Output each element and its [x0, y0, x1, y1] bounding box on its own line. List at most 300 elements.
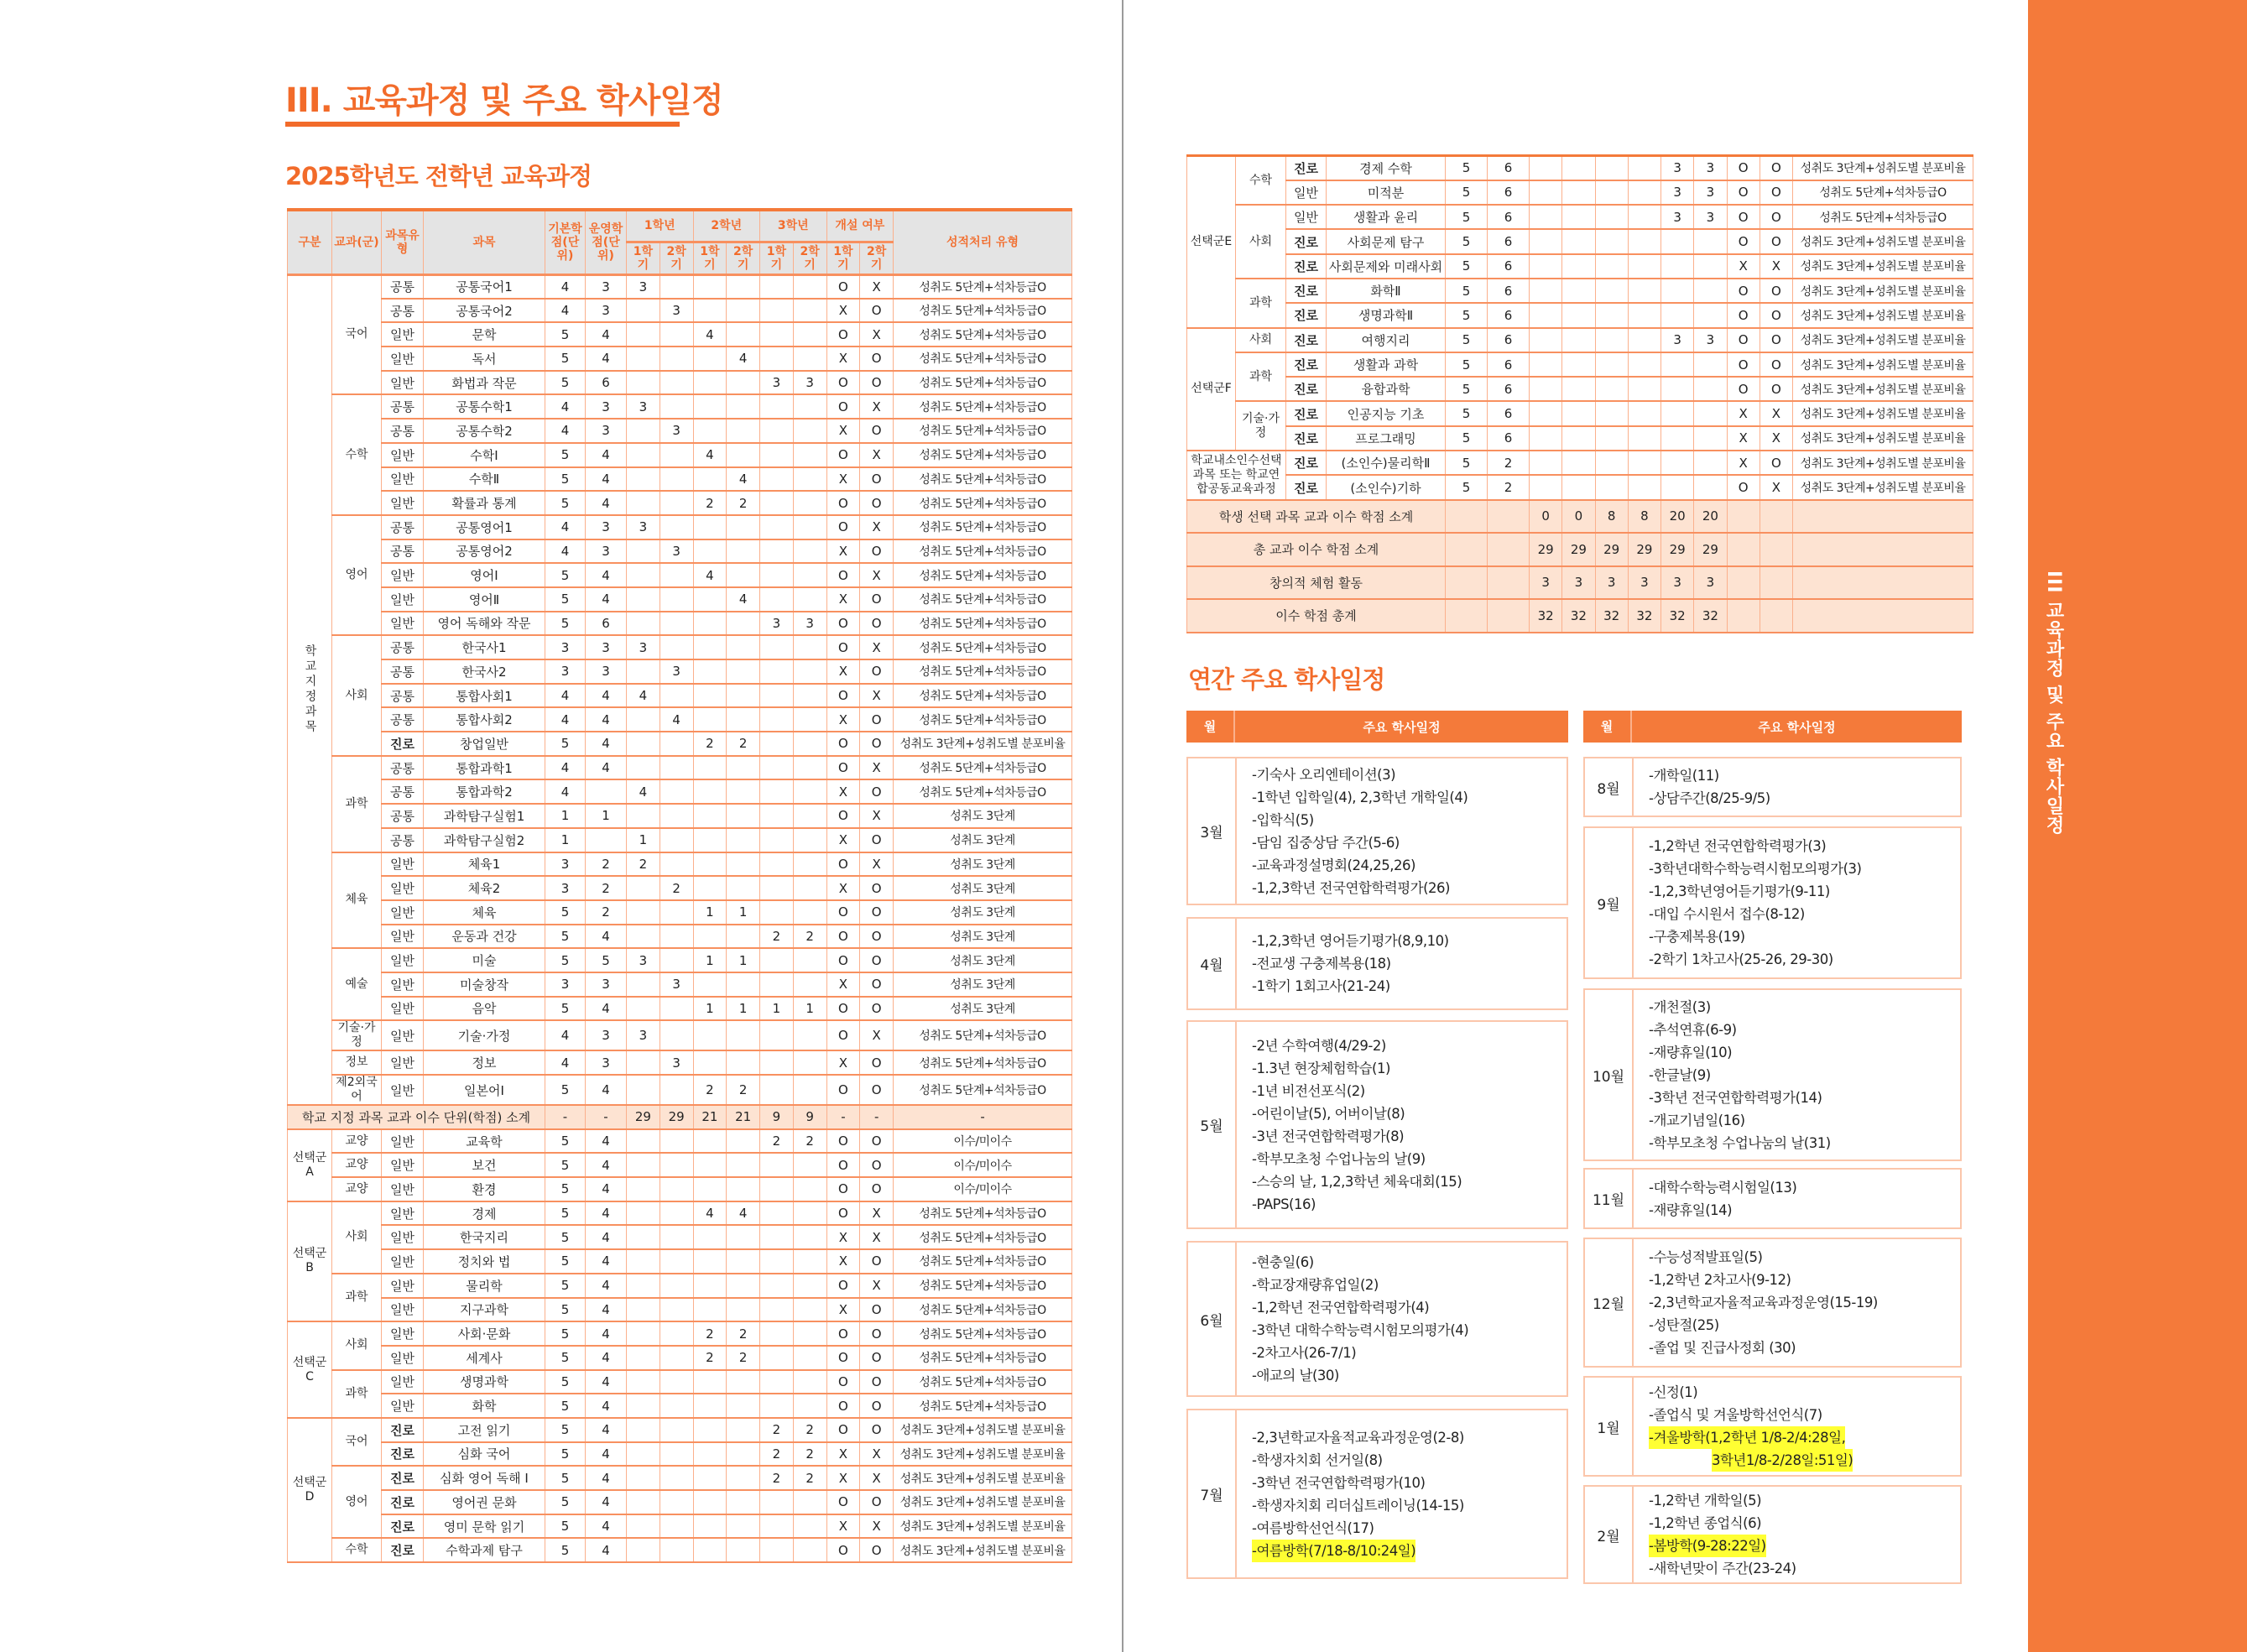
y3s2-cell	[793, 804, 826, 828]
event-item: -1학년 입학일(4), 2,3학년 개학일(4)	[1252, 789, 1468, 805]
type-cell: 공통	[382, 804, 424, 828]
grading-cell: 이수/미이수	[894, 1177, 1072, 1201]
header-month: 월	[1186, 711, 1235, 743]
type-cell: 진로	[1286, 475, 1327, 499]
y2s2-cell	[727, 1514, 760, 1539]
base-credits-cell: 4	[545, 274, 586, 299]
course-cell: 영어권 문화	[424, 1490, 545, 1514]
open-s1-cell: O	[1727, 279, 1760, 303]
open-s2-cell: O	[1760, 352, 1792, 377]
summary-value: 3	[1595, 566, 1628, 600]
op-credits-cell: 4	[586, 732, 627, 756]
y2s2-cell	[727, 707, 760, 732]
open-s1-cell: X	[826, 876, 860, 900]
op-credits-cell: 3	[586, 1050, 627, 1075]
table-row	[288, 1466, 1072, 1490]
summary-value: -	[586, 1105, 627, 1129]
y1s1-cell	[1530, 279, 1562, 303]
open-s2-cell: O	[860, 1394, 894, 1418]
op-credits-cell: 4	[586, 1490, 627, 1514]
y3s2-cell	[793, 491, 826, 515]
grading-cell: 성취도 5단계+석차등급O	[894, 1075, 1072, 1105]
type-cell: 일반	[382, 925, 424, 949]
y2s1-cell	[1595, 377, 1628, 401]
summary-value: -	[894, 1105, 1072, 1129]
y2s2-cell	[727, 1225, 760, 1249]
base-credits-cell: 5	[545, 443, 586, 467]
open-s2-cell: X	[860, 804, 894, 828]
y2s2-cell	[727, 804, 760, 828]
y2s1-cell	[1595, 303, 1628, 327]
open-s1-cell: O	[826, 997, 860, 1021]
header-year2: 2학년	[693, 210, 760, 242]
y1s1-cell	[627, 612, 660, 636]
open-s1-cell: O	[826, 1075, 860, 1105]
table-row	[288, 756, 1072, 780]
event-list	[1634, 990, 1960, 1160]
type-cell: 진로	[1286, 451, 1327, 475]
y1s2-cell	[1562, 180, 1595, 205]
type-cell: 일반	[382, 467, 424, 492]
group-cell: 선택군C	[288, 1321, 332, 1418]
op-credits-cell: 4	[586, 1346, 627, 1370]
type-cell: 진로	[382, 1538, 424, 1562]
open-s1-cell: X	[826, 828, 860, 852]
open-s2-cell: X	[860, 1274, 894, 1298]
grading-cell: 성취도 5단계+석차등급O	[894, 347, 1072, 371]
y3s2-cell	[793, 756, 826, 780]
summary-value: 9	[793, 1105, 826, 1129]
course-cell: 사회문제 탐구	[1327, 229, 1446, 253]
summary-value: 3	[1628, 566, 1660, 600]
base-credits-cell: 5	[545, 563, 586, 587]
header-events: 주요 학사일정	[1758, 719, 1836, 735]
month-label: 10월	[1585, 990, 1634, 1160]
table-row	[288, 707, 1072, 732]
month-label: 3월	[1188, 758, 1237, 904]
table-row	[288, 1274, 1072, 1298]
table-row	[288, 1321, 1072, 1346]
base-credits-cell: 5	[545, 1249, 586, 1274]
y2s1-cell	[693, 876, 727, 900]
op-credits-cell: 4	[586, 1201, 627, 1226]
open-s1-cell: X	[826, 419, 860, 443]
y1s2-cell	[1562, 401, 1595, 425]
event-list	[1634, 1487, 1960, 1582]
y1s2-cell	[660, 1153, 693, 1177]
op-credits-cell: 4	[586, 756, 627, 780]
grading-cell: 성취도 5단계+석차등급O	[894, 299, 1072, 323]
base-credits-cell: 4	[545, 756, 586, 780]
grading-cell: 성취도 5단계+석차등급O	[894, 1020, 1072, 1050]
base-credits-cell: 5	[545, 587, 586, 612]
table-row	[1187, 401, 1973, 425]
event-item: -현충일(6)	[1252, 1254, 1314, 1270]
y3s2-cell	[1694, 229, 1727, 253]
y1s2-cell	[660, 1370, 693, 1394]
grading-cell: 성취도 3단계+성취도별 분포비율	[894, 1466, 1072, 1490]
grading-cell: 성취도 3단계+성취도별 분포비율	[1793, 254, 1973, 279]
course-cell: 생명과학	[424, 1370, 545, 1394]
header-semester: 2학기	[860, 242, 894, 274]
base-credits-cell: 5	[1446, 303, 1488, 327]
grading-cell: 성취도 5단계+석차등급O	[894, 394, 1072, 419]
y2s1-cell: 1	[693, 948, 727, 972]
open-s1-cell: X	[826, 1298, 860, 1322]
course-cell: 문학	[424, 322, 545, 347]
grading-cell: 성취도 3단계+성취도별 분포비율	[894, 1538, 1072, 1562]
y2s2-cell	[1628, 180, 1660, 205]
month-label: 12월	[1585, 1239, 1634, 1366]
open-s2-cell: O	[860, 1538, 894, 1562]
open-s1-cell: O	[826, 1274, 860, 1298]
event-item: -대입 수시원서 접수(8-12)	[1649, 906, 1805, 922]
group-cell: 선택군B	[288, 1201, 332, 1321]
group-cell: 선택군D	[288, 1418, 332, 1562]
summary-value: 29	[1530, 533, 1562, 566]
subject-area-cell: 기술·가정	[1236, 401, 1286, 451]
y1s1-cell	[627, 707, 660, 732]
type-cell: 일반	[1286, 180, 1327, 205]
type-cell: 일반	[382, 1129, 424, 1154]
grading-cell: 성취도 3단계+성취도별 분포비율	[894, 1442, 1072, 1467]
y3s2-cell	[793, 1249, 826, 1274]
y2s1-cell	[693, 371, 727, 395]
base-credits-cell: 4	[545, 539, 586, 564]
grading-cell: 성취도 3단계+성취도별 분포비율	[1793, 229, 1973, 253]
type-cell: 공통	[382, 684, 424, 708]
base-credits-cell: 5	[545, 1153, 586, 1177]
y2s2-cell	[1628, 279, 1660, 303]
base-credits-cell: 5	[545, 1418, 586, 1442]
type-cell: 공통	[382, 779, 424, 804]
table-row	[288, 1370, 1072, 1394]
y1s2-cell	[660, 925, 693, 949]
y3s1-cell	[760, 1298, 794, 1322]
op-credits-cell: 3	[586, 515, 627, 539]
summary-value	[1793, 533, 1973, 566]
type-cell: 일반	[1286, 205, 1327, 229]
base-credits-cell: 4	[545, 1050, 586, 1075]
summary-value: 8	[1595, 500, 1628, 534]
header-semester: 1학기	[693, 242, 727, 274]
y2s2-cell	[727, 1249, 760, 1274]
open-s1-cell: X	[1727, 254, 1760, 279]
y3s2-cell	[793, 1321, 826, 1346]
course-cell: 한국사1	[424, 635, 545, 659]
y2s1-cell	[693, 612, 727, 636]
y3s2-cell	[793, 828, 826, 852]
y3s1-cell	[760, 1514, 794, 1539]
y3s2-cell	[793, 274, 826, 299]
y3s2-cell	[793, 972, 826, 997]
summary-value	[1793, 500, 1973, 534]
y2s1-cell: 4	[693, 1201, 727, 1226]
header-year3: 3학년	[760, 210, 827, 242]
op-credits-cell: 6	[1488, 328, 1530, 352]
table-row	[288, 587, 1072, 612]
open-s2-cell: X	[860, 394, 894, 419]
course-cell: 수학과제 탐구	[424, 1538, 545, 1562]
y2s2-cell	[727, 1370, 760, 1394]
course-cell: 운동과 건강	[424, 925, 545, 949]
y2s1-cell	[693, 1538, 727, 1562]
table-row	[288, 1201, 1072, 1226]
subject-area-cell: 제2외국어	[332, 1075, 382, 1105]
op-credits-cell: 6	[586, 612, 627, 636]
y3s2-cell	[793, 563, 826, 587]
grading-cell: 성취도 3단계	[894, 804, 1072, 828]
open-s2-cell: O	[1760, 451, 1792, 475]
y1s2-cell: 3	[660, 419, 693, 443]
summary-value: 0	[1562, 500, 1595, 534]
y2s2-cell: 1	[727, 948, 760, 972]
open-s2-cell: O	[860, 732, 894, 756]
open-s2-cell: O	[860, 587, 894, 612]
y3s1-cell	[760, 1050, 794, 1075]
y3s1-cell	[760, 1153, 794, 1177]
op-credits-cell: 2	[1488, 475, 1530, 499]
open-s2-cell: O	[860, 659, 894, 684]
header-semester: 2학기	[793, 242, 826, 274]
y3s2-cell	[793, 1177, 826, 1201]
y2s1-cell	[693, 347, 727, 371]
table-row	[1187, 475, 1973, 499]
op-credits-cell: 6	[1488, 156, 1530, 180]
grading-cell: 성취도 5단계+석차등급O	[894, 612, 1072, 636]
op-credits-cell: 2	[1488, 451, 1530, 475]
event-item: -졸업식 및 겨울방학선언식(7)	[1649, 1407, 1822, 1423]
y2s1-cell	[693, 1370, 727, 1394]
event-item: -수능성적발표일(5)	[1649, 1249, 1763, 1265]
type-cell: 진로	[382, 732, 424, 756]
y3s2-cell	[1694, 451, 1727, 475]
open-s1-cell: O	[1727, 303, 1760, 327]
subject-area-cell: 사회	[1236, 205, 1286, 279]
y2s2-cell: 2	[727, 1346, 760, 1370]
y2s2-cell	[727, 852, 760, 877]
course-cell: (소인수)물리학Ⅱ	[1327, 451, 1446, 475]
y3s1-cell	[1661, 377, 1694, 401]
subject-area-cell: 사회	[332, 1201, 382, 1274]
op-credits-cell	[586, 828, 627, 852]
y1s1-cell	[627, 1075, 660, 1105]
y2s2-cell	[727, 828, 760, 852]
y2s2-cell	[727, 779, 760, 804]
subject-area-cell: 사회	[1236, 328, 1286, 352]
y2s1-cell	[693, 779, 727, 804]
table-row	[288, 1020, 1072, 1050]
y1s1-cell	[627, 563, 660, 587]
y1s2-cell	[660, 612, 693, 636]
y1s2-cell	[1562, 377, 1595, 401]
y1s2-cell	[1562, 328, 1595, 352]
type-cell: 일반	[382, 563, 424, 587]
y1s1-cell	[1530, 328, 1562, 352]
open-s1-cell: X	[1727, 401, 1760, 425]
op-credits-cell: 6	[1488, 377, 1530, 401]
grading-cell: 성취도 3단계+성취도별 분포비율	[894, 1490, 1072, 1514]
y1s2-cell	[660, 804, 693, 828]
y2s1-cell	[1595, 401, 1628, 425]
open-s2-cell: O	[860, 491, 894, 515]
y3s2-cell: 2	[793, 1442, 826, 1467]
open-s1-cell: O	[826, 563, 860, 587]
y2s1-cell	[693, 1020, 727, 1050]
course-cell: 생활과 과학	[1327, 352, 1446, 377]
base-credits-cell: 5	[1446, 328, 1488, 352]
y2s1-cell	[693, 1225, 727, 1249]
event-list	[1237, 919, 1567, 1008]
event-item: -여름방학(7/18-8/10:24일)	[1252, 1540, 1415, 1562]
summary-label: 학생 선택 과목 교과 이수 학점 소계	[1187, 500, 1446, 534]
open-s2-cell: X	[860, 563, 894, 587]
grading-cell: 성취도 3단계	[894, 948, 1072, 972]
course-cell: 정보	[424, 1050, 545, 1075]
grading-cell: 성취도 5단계+석차등급O	[894, 1050, 1072, 1075]
op-credits-cell: 4	[586, 1394, 627, 1418]
y2s2-cell	[727, 1020, 760, 1050]
y2s1-cell	[693, 419, 727, 443]
y2s1-cell	[693, 1514, 727, 1539]
event-item: -어린이날(5), 어버이날(8)	[1252, 1105, 1405, 1122]
y1s1-cell	[627, 997, 660, 1021]
event-item: -추석연휴(6-9)	[1649, 1021, 1737, 1038]
table-row	[288, 779, 1072, 804]
open-s1-cell: X	[826, 1249, 860, 1274]
y3s2-cell	[793, 1153, 826, 1177]
y1s1-cell	[627, 587, 660, 612]
y3s2-cell	[793, 1490, 826, 1514]
open-s2-cell: X	[860, 1201, 894, 1226]
y1s1-cell	[627, 1249, 660, 1274]
table-row	[288, 1129, 1072, 1154]
y3s2-cell	[1694, 279, 1727, 303]
y1s1-cell	[627, 1442, 660, 1467]
open-s1-cell: O	[826, 1201, 860, 1226]
grading-cell: 성취도 5단계+석차등급O	[894, 1201, 1072, 1226]
table-row	[288, 900, 1072, 925]
open-s2-cell: O	[1760, 377, 1792, 401]
open-s2-cell: X	[860, 1514, 894, 1539]
open-s2-cell: O	[860, 1298, 894, 1322]
y3s2-cell	[793, 347, 826, 371]
event-item: -여름방학선언식(17)	[1252, 1519, 1374, 1536]
open-s1-cell: X	[826, 299, 860, 323]
course-cell: 통합사회1	[424, 684, 545, 708]
table-row	[288, 1177, 1072, 1201]
y2s1-cell	[693, 1050, 727, 1075]
open-s2-cell: X	[860, 515, 894, 539]
table-row	[288, 1538, 1072, 1562]
y1s1-cell	[1530, 401, 1562, 425]
y1s1-cell	[627, 322, 660, 347]
event-item: -재량휴일(10)	[1649, 1044, 1733, 1061]
y3s2-cell	[1694, 352, 1727, 377]
grading-cell: 성취도 5단계+석차등급O	[894, 779, 1072, 804]
header-group: 구분	[288, 210, 332, 274]
op-credits-cell: 4	[586, 1538, 627, 1562]
open-s2-cell: O	[860, 948, 894, 972]
course-cell: 통합사회2	[424, 707, 545, 732]
subject-area-cell: 기술·가정	[332, 1020, 382, 1050]
y1s2-cell	[1562, 426, 1595, 451]
open-s1-cell: O	[826, 900, 860, 925]
op-credits-cell: 4	[586, 1466, 627, 1490]
y1s2-cell: 3	[660, 972, 693, 997]
y3s1-cell	[760, 587, 794, 612]
summary-label: 총 교과 이수 학점 소계	[1187, 533, 1446, 566]
y1s1-cell	[627, 1274, 660, 1298]
table-row	[288, 467, 1072, 492]
y2s2-cell: 1	[727, 997, 760, 1021]
y3s2-cell	[793, 1050, 826, 1075]
grading-cell: 이수/미이수	[894, 1153, 1072, 1177]
course-cell: 융합과학	[1327, 377, 1446, 401]
open-s2-cell: O	[860, 707, 894, 732]
table-row	[288, 1514, 1072, 1539]
y3s2-cell	[793, 587, 826, 612]
table-row	[288, 732, 1072, 756]
y1s1-cell	[627, 1129, 660, 1154]
y2s2-cell	[1628, 156, 1660, 180]
base-credits-cell: 5	[545, 1370, 586, 1394]
y1s1-cell	[1530, 451, 1562, 475]
subject-area-cell: 과학	[1236, 352, 1286, 402]
op-credits-cell: 4	[586, 1298, 627, 1322]
type-cell: 일반	[382, 322, 424, 347]
y2s2-cell	[1628, 303, 1660, 327]
month-label: 2월	[1585, 1487, 1634, 1582]
event-item: -2,3년학교자율적교육과정운영(2-8)	[1252, 1429, 1464, 1446]
type-cell: 진로	[1286, 401, 1327, 425]
y2s2-cell	[1628, 451, 1660, 475]
open-s1-cell: X	[826, 587, 860, 612]
y3s2-cell: 2	[793, 1466, 826, 1490]
month-block	[1186, 917, 1568, 1010]
base-credits-cell: 5	[545, 1514, 586, 1539]
grading-cell: 성취도 5단계+석차등급O	[894, 467, 1072, 492]
y1s1-cell	[1530, 205, 1562, 229]
summary-row	[1187, 566, 1973, 600]
open-s2-cell: O	[860, 876, 894, 900]
type-cell: 일반	[382, 1298, 424, 1322]
header-area: 교과(군)	[332, 210, 382, 274]
y1s2-cell: 3	[660, 539, 693, 564]
open-s1-cell: O	[826, 322, 860, 347]
schedule-header	[1186, 711, 1568, 743]
table-row	[1187, 279, 1973, 303]
event-item: -1,2,3학년 영어듣기평가(8,9,10)	[1252, 933, 1449, 949]
type-cell: 일반	[382, 1370, 424, 1394]
open-s2-cell: X	[860, 852, 894, 877]
month-block	[1186, 1020, 1568, 1229]
y2s1-cell	[693, 394, 727, 419]
y3s2-cell	[793, 539, 826, 564]
op-credits-cell: 4	[586, 443, 627, 467]
y3s2-cell	[793, 467, 826, 492]
open-s2-cell: O	[860, 828, 894, 852]
y1s2-cell	[660, 371, 693, 395]
header-semester: 1학기	[826, 242, 860, 274]
y1s2-cell	[660, 900, 693, 925]
y1s1-cell	[627, 1394, 660, 1418]
y3s1-cell	[1661, 303, 1694, 327]
open-s1-cell: O	[826, 612, 860, 636]
table-row	[288, 925, 1072, 949]
y1s1-cell	[627, 1153, 660, 1177]
y1s2-cell	[660, 997, 693, 1021]
